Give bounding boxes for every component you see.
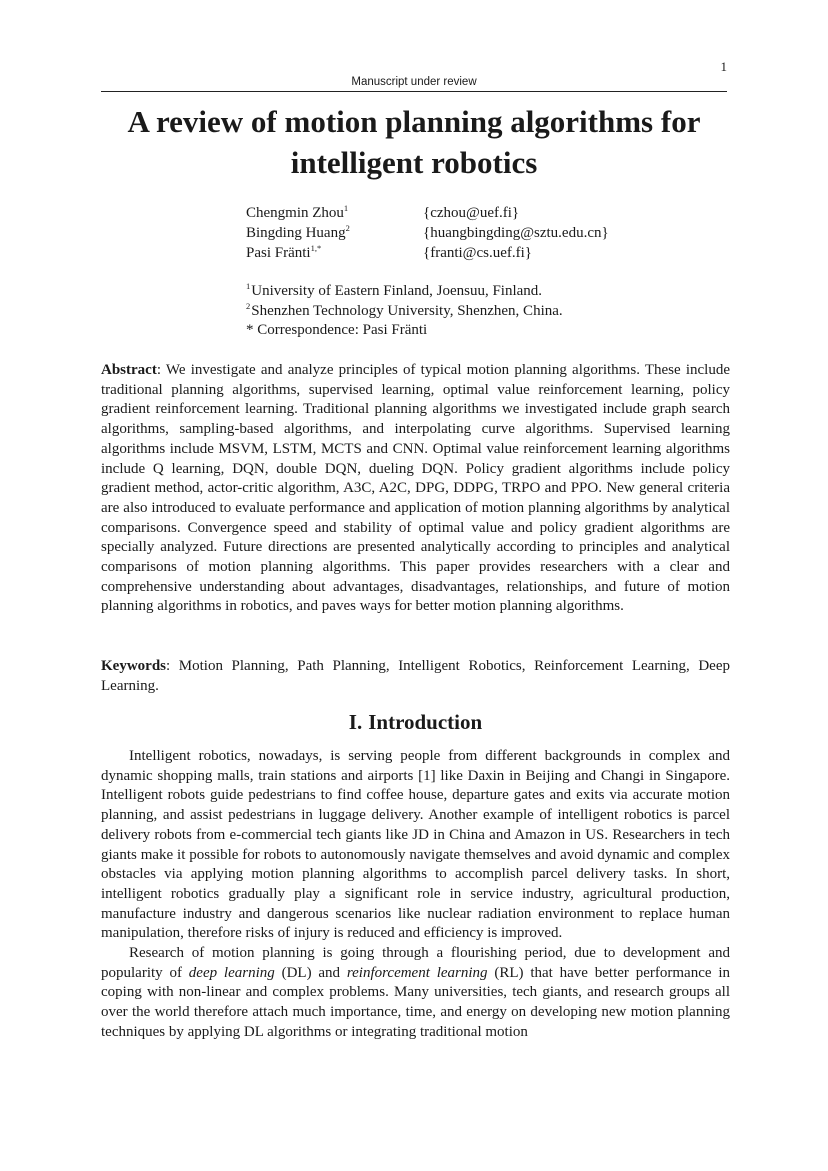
page-number: 1 (720, 59, 727, 74)
author-email[interactable]: {franti@cs.uef.fi} (423, 245, 533, 261)
abstract-label: Abstract (101, 362, 157, 378)
author-email[interactable]: {huangbingding@sztu.edu.cn} (423, 225, 609, 241)
paper-title: A review of motion planning algorithms for intelligent robotics (127, 104, 701, 180)
author-superscript: 1,* (310, 243, 322, 253)
body-text (101, 747, 730, 1043)
section-heading (101, 709, 730, 735)
correspondence-note: * Correspondence: Pasi Fränti (246, 322, 428, 338)
author-superscript: 1 (343, 203, 349, 213)
affiliation-superscript: 2 (246, 300, 251, 311)
affiliation-list (246, 282, 666, 341)
abstract (101, 361, 730, 617)
author-row (246, 203, 666, 223)
affiliation: $^2$Shenzhen Technology University, Shenzhen, China. (246, 300, 563, 319)
author-name: Bingding Huang$^2$ (246, 223, 350, 241)
author-name: Chengmin Zhou$^1$ (246, 203, 349, 221)
keywords-text: : Motion Planning, Path Planning, Intelligent Robotics, Reinforcement Learning, Deep Learning. (101, 658, 730, 694)
abstract-text: : We investigate and analyze principles of typical motion planning algorithms. These include traditional planning algorithms, supervised learning, optimal value reinforcement learning, policy gradient reinforcement learning. Traditional planning algorithms we investigated include graph search algorithms, sampling-based algorithms, and interpolating curve algorithms. Supervised learning algorithms include MSVM, LSTM, MCTS and CNN. Optimal value reinforcement learning algorithms include Q learning, DQN, double DQN, dueling DQN. Policy gradient algorithms include policy gradient method, actor-critic algorithm, A3C, A2C, DPG, DDPG, TRPO and PPO. New general criteria are also introduced to evaluate performance and application of motion planning algorithms by analytical comparisons. Convergence speed and stability of optimal value and policy gradient algorithms are specially analyzed. Future directions are presented analytically according to principles and analytical comparisons of motion planning algorithms. This paper provides researchers with a clear and comprehensive understanding about advantages, disadvantages, relationships, and future of motion planning algorithms in robotics, and paves ways for better motion planning algorithms. (101, 362, 730, 615)
section-number: I. (348, 710, 363, 734)
emphasis-term: reinforcement learning (346, 964, 488, 981)
section-title: Introduction (368, 710, 483, 734)
keywords-label: Keywords (101, 658, 166, 674)
keywords (101, 657, 730, 696)
author-superscript: 2 (345, 223, 350, 233)
paragraph: Research of motion planning is going through a flourishing period, due to development and popularity of deep learning (DL) and reinforcement learning (RL) that have better performance in coping with non-linear and complex problems. Many universities, tech giants, and research groups all over the world therefore attach much importance, time, and energy on developing new motion planning techniques by applying DL algorithms or integrating traditional motion (101, 945, 731, 1040)
author-email[interactable]: {czhou@uef.fi} (423, 205, 520, 221)
author-row (246, 243, 666, 263)
paragraph: Intelligent robotics, nowadays, is serving people from different backgrounds in complex and dynamic shopping malls, train stations and airports [1] like Daxin in Beijing and Changi in Singapore. Intelligent robots guide pedestrians to find coffee house, departure gates and exits via accurate motion planning, and assist pedestrians in luggage delivery. Another example of intelligent robotics is parcel delivery robots from e-commercial tech giants like JD in China and Amazon in US. Researchers in tech giants make it possible for robots to autonomously navigate themselves and avoid dynamic and complex obstacles via applying motion planning algorithms to accomplish parcel delivery tasks. In short, intelligent robotics gradually play a significant role in service industry, agricultural production, manufacture industry and dangerous scenarios like nuclear radiation environment to replace human manipulation, therefore risks of injury is reduced and efficiency is improved. (101, 748, 730, 942)
author-list (246, 203, 666, 263)
author-row (246, 223, 666, 243)
affiliation-superscript: 1 (246, 281, 251, 291)
affiliation: $^1$University of Eastern Finland, Joensuu, Finland. (246, 281, 543, 299)
emphasis-term: deep learning (188, 964, 275, 981)
running-header: Manuscript under review (101, 75, 727, 92)
author-name: Pasi Fränti$^{1,*}$ (246, 243, 322, 261)
